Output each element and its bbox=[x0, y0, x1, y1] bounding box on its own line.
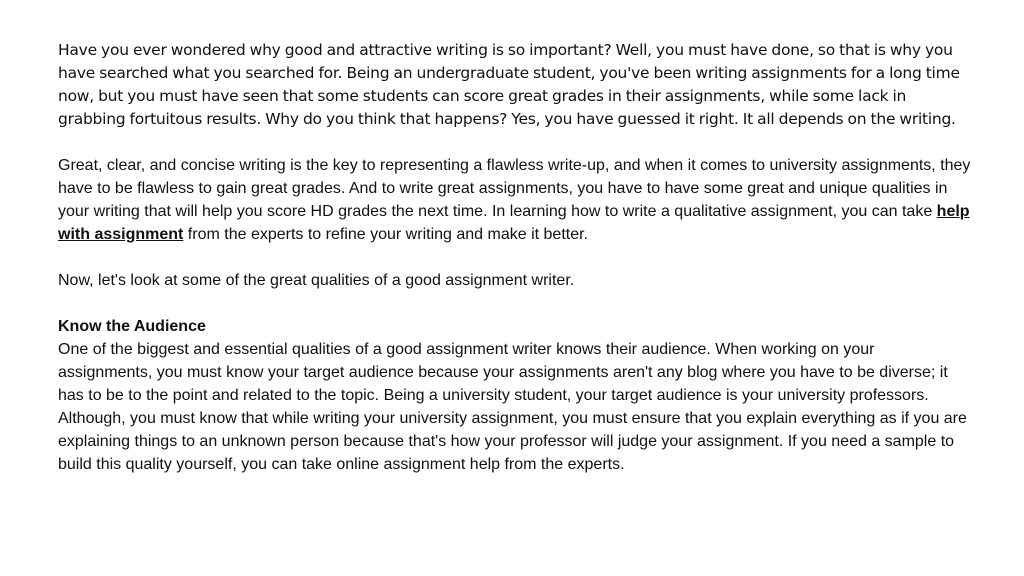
paragraph-spacer bbox=[58, 292, 972, 315]
intro-paragraph: Have you ever wondered why good and attractive writing is so important? Well, you must have done, so that is why you have searched what you searched for. Being an undergraduate student, you've been writing assignments for a long time now, but you must have seen that some students can score great grades in their assignments, while some lack in grabbing fortuitous results. Why do you think that happens? Yes, you have guessed it right. It all depends on the writing. bbox=[58, 41, 960, 128]
paragraph-spacer bbox=[58, 246, 972, 269]
second-paragraph-text-after-link: from the experts to refine your writing and make it better. bbox=[183, 226, 588, 243]
section-body-paragraph: One of the biggest and essential qualities of a good assignment writer knows their audience. When working on your assignments, you must know your target audience because your assignments aren't any blog where you have to be diverse; it has to be to the point and related to the topic. Being a university student, your target audience is your university professors. Although, you must know that while writing your university assignment, you must ensure that you explain everything as if you are explaining things to an unknown person because that's how your professor will judge your assignment. If you need a sample to build this quality yourself, you can take online assignment help from the experts. bbox=[58, 341, 967, 473]
second-paragraph bbox=[58, 154, 972, 246]
section-heading: Know the Audience bbox=[58, 318, 206, 335]
paragraph-spacer bbox=[58, 131, 972, 154]
help-with-assignment-link[interactable]: help with assignment bbox=[58, 203, 970, 243]
second-paragraph-text-before-link: Great, clear, and concise writing is the key to representing a flawless write-up, and when it comes to university assignments, they have to be flawless to gain great grades. And to write great assignments, you have to have some great and unique qualities in your writing that will help you score HD grades the next time. In learning how to write a qualitative assignment, you can take bbox=[58, 157, 971, 220]
third-paragraph: Now, let's look at some of the great qualities of a good assignment writer. bbox=[58, 272, 575, 289]
